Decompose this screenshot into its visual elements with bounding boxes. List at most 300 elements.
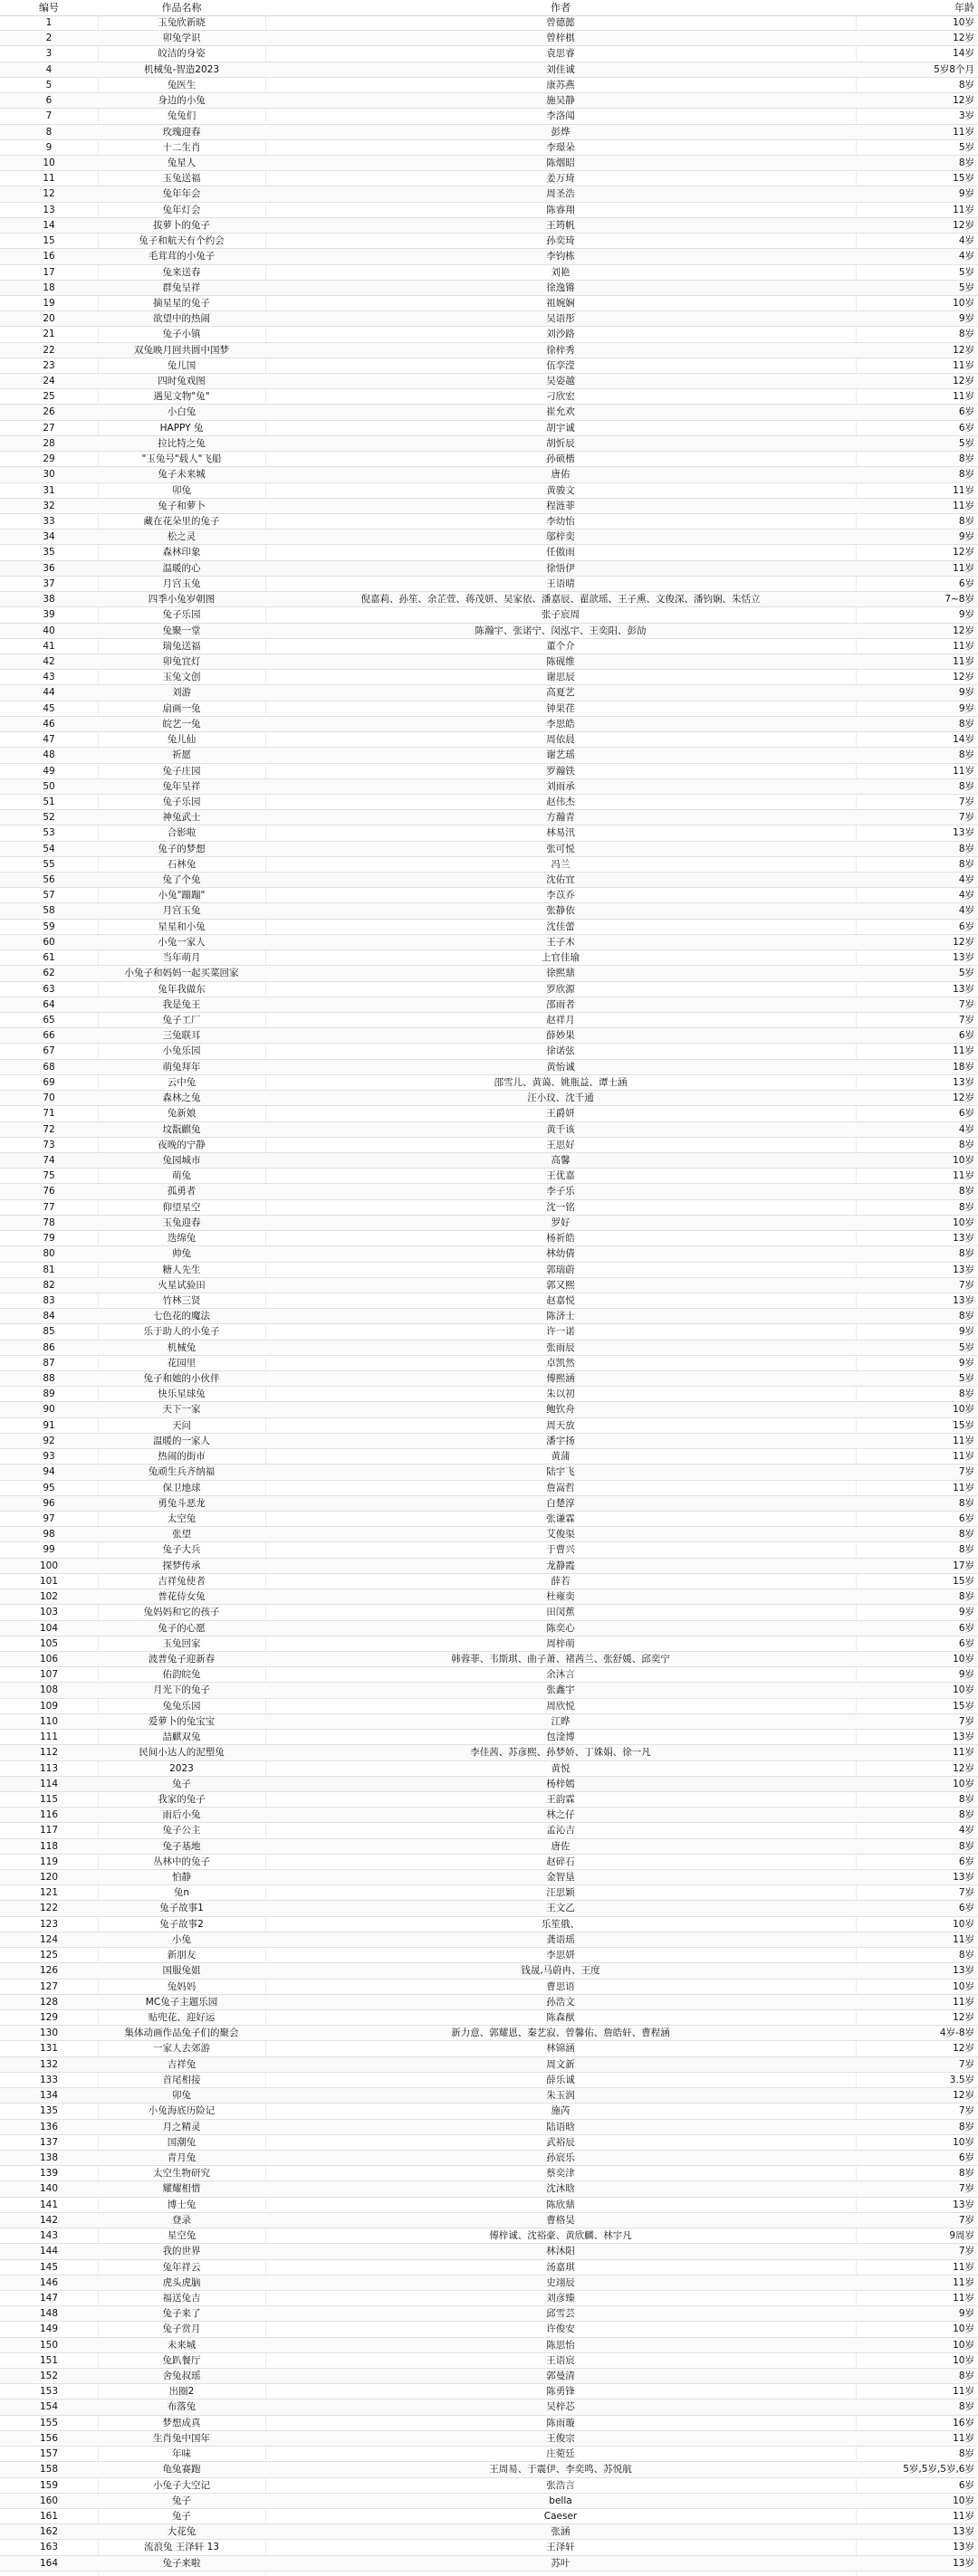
cell-number: 95 [43, 1482, 55, 1493]
cell-title: 兔年呈祥 [162, 780, 201, 792]
cell-number: 70 [43, 1092, 55, 1104]
cell-title: 藏在花朵里的兔子 [143, 516, 220, 527]
cell-age: 10岁 [953, 2339, 974, 2351]
table-row [0, 592, 978, 607]
table-row [0, 779, 978, 795]
table-row [0, 1699, 978, 1714]
cell-author: 徐熙鼎 [546, 968, 575, 979]
cell-author: 张涵 [551, 2526, 570, 2538]
cell-age: 11岁 [953, 126, 974, 138]
table-row [0, 2041, 978, 2056]
cell-age: 8岁 [958, 329, 974, 340]
cell-title: 兔儿国 [167, 359, 197, 371]
cell-number: 98 [43, 1529, 55, 1541]
cell-number: 82 [43, 1279, 55, 1291]
cell-number: 72 [43, 1123, 55, 1135]
cell-number: 36 [43, 562, 55, 574]
cell-author: 唐佑 [551, 469, 570, 481]
table-row [0, 2010, 978, 2026]
cell-title: 兔新娘 [167, 1108, 197, 1120]
table-row [0, 1216, 978, 1231]
cell-age: 9岁 [958, 2308, 974, 2320]
cell-author: 陈森猷 [546, 2012, 575, 2023]
cell-title: 兔子和萝卜 [158, 500, 206, 511]
table-row [0, 1324, 978, 1340]
cell-number: 130 [39, 2027, 59, 2039]
cell-author: 王优嘉 [546, 1170, 575, 1182]
cell-author: 李洛闻 [546, 110, 575, 122]
cell-title: 祈愿 [172, 749, 191, 761]
cell-title: 玉兔送福 [162, 173, 201, 185]
cell-number: 140 [39, 2183, 59, 2195]
cell-title: 刘游 [172, 687, 191, 699]
cell-author: 孙奕琦 [546, 235, 575, 247]
table-row [0, 2306, 978, 2322]
cell-age: 9岁 [958, 609, 974, 621]
cell-author: 吴姿越 [546, 376, 575, 387]
cell-number: 1 [45, 17, 53, 28]
cell-author: 周天放 [546, 1419, 575, 1431]
cell-author: 乐笙俄、 [542, 1918, 580, 1930]
cell-title: 毛茸茸的小兔子 [148, 251, 216, 262]
cell-title: 迭绵兔 [167, 1233, 197, 1245]
cell-number: 78 [43, 1216, 55, 1228]
cell-number: 65 [43, 1015, 55, 1026]
cell-number: 152 [39, 2371, 59, 2382]
cell-title: 松之灵 [167, 531, 197, 543]
cell-number: 40 [43, 625, 55, 636]
table-row [0, 1714, 978, 1730]
table-row [0, 577, 978, 592]
cell-number: 22 [43, 344, 55, 356]
cell-title: 吉祥兔 [167, 2058, 197, 2070]
cell-age: 8岁 [958, 157, 974, 168]
cell-author: 邵雨者 [546, 998, 575, 1010]
cell-number: 58 [43, 905, 55, 917]
cell-title: 兔年年会 [162, 188, 201, 200]
table-row [0, 1434, 978, 1449]
cell-author: 谢思辰 [546, 672, 575, 683]
cell-number: 125 [39, 1950, 59, 1961]
cell-number: 31 [43, 484, 55, 496]
cell-author: 施吴静 [546, 95, 575, 107]
cell-title: 集体动画作品兔子们的聚会 [124, 2027, 239, 2039]
cell-number: 18 [43, 281, 55, 293]
cell-author: 罗欣源 [546, 983, 575, 995]
cell-author: 庄菀廷 [546, 2448, 575, 2460]
cell-number: 74 [43, 1154, 55, 1166]
table-row [0, 1418, 978, 1434]
cell-title: 天下一家 [162, 1404, 201, 1416]
cell-age: 10岁 [953, 2354, 974, 2366]
table-row [0, 281, 978, 296]
table-row [0, 2213, 978, 2228]
cell-author: 张雨辰 [546, 1341, 575, 1353]
cell-author: 钟果荏 [546, 702, 575, 714]
table-row [0, 1091, 978, 1106]
table-row [0, 701, 978, 717]
cell-author: 林幼倩 [546, 1248, 575, 1260]
cell-number: 157 [39, 2448, 59, 2460]
cell-age: 10岁 [953, 1216, 974, 1228]
table-row [0, 748, 978, 763]
cell-author: 李幼怡 [546, 516, 575, 527]
cell-age: 8岁 [958, 780, 974, 792]
cell-author: 林锦涵 [546, 2043, 575, 2055]
cell-author: 黄悦 [551, 1762, 570, 1774]
cell-author: 孟沁吉 [546, 1825, 575, 1837]
cell-number: 21 [43, 329, 55, 340]
table-row [0, 1309, 978, 1324]
cell-age: 11岁 [953, 2432, 974, 2444]
cell-number: 50 [43, 780, 55, 792]
cell-age: 13岁 [953, 2557, 974, 2569]
cell-title: 龟兔赛跑 [162, 2464, 201, 2476]
cell-number: 116 [39, 1809, 59, 1821]
cell-age: 6岁 [958, 2479, 974, 2491]
table-row [0, 1667, 978, 1683]
cell-author: 林易汛 [546, 827, 575, 839]
cell-age: 13岁 [953, 952, 974, 964]
cell-author: 汤嘉琪 [546, 2261, 575, 2273]
cell-author: 李钧栋 [546, 251, 575, 262]
table-row [0, 1402, 978, 1417]
cell-author: 王爵妍 [546, 1108, 575, 1120]
cell-number: 86 [43, 1341, 55, 1353]
cell-author: 杜雍奕 [546, 1591, 575, 1603]
cell-age: 8岁 [958, 1497, 974, 1509]
cell-age: 6岁 [958, 422, 974, 434]
table-row [0, 2291, 978, 2306]
table-row [0, 950, 978, 966]
cell-number: 10 [43, 157, 55, 168]
cell-number: 62 [43, 968, 55, 979]
cell-age: 11岁 [953, 204, 974, 215]
table-row [0, 234, 978, 249]
cell-number: 164 [39, 2557, 59, 2569]
table-row [0, 2509, 978, 2524]
cell-age: 6岁 [958, 1622, 974, 1634]
table-row [0, 857, 978, 873]
cell-age: 4岁 [958, 890, 974, 902]
cell-age: 11岁 [953, 765, 974, 777]
cell-title: 保卫地球 [162, 1482, 201, 1493]
table-row [0, 1917, 978, 1932]
cell-author: 王筠帆 [546, 219, 575, 231]
cell-title: 三兔联耳 [162, 1030, 201, 1042]
cell-title: 丛林中的兔子 [153, 1856, 210, 1867]
cell-age: 11岁 [953, 1435, 974, 1446]
cell-title: 皖艺一兔 [162, 718, 201, 730]
cell-author: 康苏燕 [546, 79, 575, 91]
table-row [0, 2198, 978, 2213]
table-row [0, 389, 978, 405]
table-row [0, 405, 978, 420]
cell-title: 青月兔 [167, 2151, 197, 2163]
cell-number: 44 [43, 687, 55, 699]
cell-age: 6岁 [958, 1513, 974, 1524]
table-row [0, 670, 978, 685]
cell-age: 13岁 [953, 827, 974, 839]
cell-author: 苏叶 [551, 2557, 570, 2569]
cell-age: 8岁 [958, 2121, 974, 2132]
cell-age: 6岁 [958, 1637, 974, 1649]
cell-number: 23 [43, 359, 55, 371]
cell-author: 孙宸乐 [546, 2151, 575, 2163]
cell-number: 153 [39, 2386, 59, 2398]
cell-age: 7岁 [958, 2246, 974, 2257]
cell-author: 徐逸锵 [546, 281, 575, 293]
cell-number: 87 [43, 1357, 55, 1369]
cell-title: 兔子乐园 [162, 796, 201, 807]
table-row [0, 825, 978, 841]
cell-number: 145 [39, 2261, 59, 2273]
table-row [0, 561, 978, 577]
cell-age: 13岁 [953, 983, 974, 995]
table-row [0, 156, 978, 171]
table-row [0, 1636, 978, 1652]
cell-age: 9岁 [958, 531, 974, 543]
cell-author: 张静依 [546, 905, 575, 917]
table-row [0, 2556, 978, 2571]
cell-number: 81 [43, 1264, 55, 1275]
cell-author: 郭瑞蔚 [546, 1264, 575, 1275]
cell-age: 17岁 [953, 1560, 974, 1571]
cell-age: 4岁 [958, 251, 974, 262]
cell-number: 20 [43, 313, 55, 325]
cell-title: 兔子大兵 [162, 1544, 201, 1556]
cell-number: 49 [43, 765, 55, 777]
cell-age: 8岁 [958, 1950, 974, 1961]
cell-age: 12岁 [953, 376, 974, 387]
cell-author: 胡宇诚 [546, 422, 575, 434]
table-row [0, 374, 978, 389]
cell-title: 生肖兔中国年 [153, 2432, 210, 2444]
table-row [0, 2166, 978, 2181]
cell-title: 小兔海底历险记 [148, 2105, 216, 2117]
cell-author: 黄骏文 [546, 484, 575, 496]
cell-age: 11岁 [953, 1451, 974, 1463]
cell-title: 玫瑰迎春 [162, 126, 201, 138]
cell-title: 小兔一家人 [158, 936, 206, 948]
cell-age: 11岁 [953, 655, 974, 667]
cell-author: 胡忻辰 [546, 437, 575, 449]
cell-title: 兔医生 [167, 79, 197, 91]
cell-age: 10岁 [953, 1653, 974, 1665]
cell-number: 13 [43, 204, 55, 215]
cell-title: 首尾相接 [162, 2074, 201, 2085]
cell-title: 摘星星的兔子 [153, 297, 210, 309]
cell-title: 兔子未来城 [158, 469, 206, 481]
cell-title: 小白兔 [167, 406, 197, 418]
cell-author: 王俊宗 [546, 2432, 575, 2444]
cell-author: 许一诺 [546, 1326, 575, 1338]
cell-title: 卯兔 [172, 2090, 191, 2102]
cell-author: 艾俊渠 [546, 1529, 575, 1541]
header-title: 作品名称 [161, 2, 202, 14]
cell-author: Caeser [543, 2511, 578, 2522]
table-row [0, 31, 978, 46]
cell-number: 163 [39, 2542, 59, 2553]
cell-age: 7岁 [958, 1466, 974, 1478]
cell-number: 52 [43, 812, 55, 824]
table-row [0, 1761, 978, 1777]
cell-number: 159 [39, 2479, 59, 2491]
cell-number: 107 [39, 1669, 59, 1681]
cell-number: 17 [43, 266, 55, 278]
table-row [0, 1527, 978, 1542]
cell-title: 兔子工厂 [162, 1015, 201, 1026]
cell-age: 12岁 [953, 2012, 974, 2023]
cell-age: 9岁 [958, 188, 974, 200]
table-row [0, 358, 978, 374]
cell-title: 月之精灵 [162, 2121, 201, 2132]
cell-title: 身边的小兔 [158, 95, 206, 107]
cell-author: 王文乙 [546, 1903, 575, 1914]
table-row [0, 1106, 978, 1121]
cell-title: 温暖的心 [162, 562, 201, 574]
cell-number: 120 [39, 1872, 59, 1884]
cell-title: 欲望中的热闹 [153, 313, 210, 325]
cell-author: 杨祈皓 [546, 1233, 575, 1245]
cell-number: 119 [39, 1856, 59, 1867]
cell-title: 张望 [172, 1529, 191, 1541]
cell-title: 当年萌月 [162, 952, 201, 964]
cell-author: 余沐言 [546, 1669, 575, 1681]
cell-age: 4岁 [958, 235, 974, 247]
cell-number: 129 [39, 2012, 59, 2023]
cell-author: 徐悟伊 [546, 562, 575, 574]
cell-author: 龙静霞 [546, 1560, 575, 1571]
table-row [0, 717, 978, 732]
cell-author: 田闵蕉 [546, 1607, 575, 1618]
cell-title: 兔子乐园 [162, 609, 201, 621]
table-row [0, 421, 978, 436]
cell-number: 14 [43, 219, 55, 231]
table-row [0, 1075, 978, 1091]
cell-age: 9岁 [958, 1607, 974, 1618]
table-row [0, 218, 978, 234]
cell-number: 24 [43, 376, 55, 387]
table-row [0, 1808, 978, 1823]
cell-age: 4岁 [958, 874, 974, 886]
cell-number: 11 [43, 173, 55, 185]
cell-author: 王语晴 [546, 577, 575, 589]
cell-age: 8岁 [958, 453, 974, 465]
cell-number: 110 [39, 1715, 59, 1727]
cell-title: 小兔子大空记 [153, 2479, 210, 2491]
cell-title: 卯兔学识 [162, 33, 201, 44]
cell-age: 11岁 [953, 484, 974, 496]
cell-author: 王语宸 [546, 2354, 575, 2366]
cell-title: 普花侍女兔 [158, 1591, 206, 1603]
cell-author: 方瀚青 [546, 812, 575, 824]
cell-title: 兔子的梦想 [158, 843, 206, 854]
cell-age: 8岁 [958, 1388, 974, 1400]
table-row [0, 1823, 978, 1838]
cell-author: 王思好 [546, 1139, 575, 1150]
cell-title: 小兔"蹦蹦" [158, 890, 206, 902]
cell-title: 博士兔 [167, 2199, 197, 2210]
cell-age: 8岁 [958, 2371, 974, 2382]
table-row [0, 2120, 978, 2135]
cell-author: 沈佳蕾 [546, 921, 575, 932]
cell-number: 79 [43, 1233, 55, 1245]
table-row [0, 1652, 978, 1667]
cell-title: 月宫玉兔 [162, 905, 201, 917]
cell-author: 王韵霖 [546, 1793, 575, 1805]
table-row [0, 1542, 978, 1558]
cell-age: 8岁 [958, 2448, 974, 2460]
table-row [0, 1278, 978, 1293]
table-row [0, 1028, 978, 1044]
cell-author: 刘佳诚 [546, 63, 575, 75]
cell-title: 兔子来了 [162, 2308, 201, 2320]
cell-age: 9岁 [958, 1357, 974, 1369]
cell-title: 虎头虎脑 [162, 2276, 201, 2288]
cell-author: 许俊安 [546, 2323, 575, 2335]
cell-author: 林沐阳 [546, 2246, 575, 2257]
cell-title: 兔儿仙 [167, 734, 197, 746]
cell-age: 13岁 [953, 1294, 974, 1306]
cell-title: 森林之兔 [162, 1092, 201, 1104]
cell-title: 竹林三贤 [162, 1294, 201, 1306]
cell-title: 兔子公主 [162, 1825, 201, 1837]
cell-age: 3岁 [958, 110, 974, 122]
cell-number: 12 [43, 188, 55, 200]
cell-author: 曹思语 [546, 1980, 575, 1992]
table-row [0, 795, 978, 810]
cell-author: 高馨 [551, 1154, 570, 1166]
cell-age: 10岁 [953, 1778, 974, 1789]
cell-age: 8岁 [958, 1529, 974, 1541]
table-row [0, 1901, 978, 1916]
table-row [0, 1246, 978, 1262]
cell-age: 7岁 [958, 1015, 974, 1026]
cell-title: 森林印象 [162, 547, 201, 558]
table-row [0, 1060, 978, 1075]
cell-age: 9岁 [958, 313, 974, 325]
cell-number: 92 [43, 1435, 55, 1446]
cell-title: 十二生肖 [162, 141, 201, 153]
cell-number: 75 [43, 1170, 55, 1182]
cell-number: 133 [39, 2074, 59, 2085]
cell-age: 8岁 [958, 1139, 974, 1150]
cell-title: 萌兔拜年 [162, 1061, 201, 1073]
table-row [0, 2073, 978, 2088]
cell-number: 143 [39, 2230, 59, 2242]
cell-title: 糖人先生 [162, 1264, 201, 1275]
cell-age: 11岁 [953, 1747, 974, 1759]
cell-title: 贴兜花、迎好运 [148, 2012, 216, 2023]
cell-age: 9周岁 [949, 2230, 974, 2242]
cell-author: 陈思怡 [546, 2339, 575, 2351]
cell-author: 刘艳 [551, 266, 570, 278]
cell-title: 吉祥兔使者 [158, 1575, 206, 1587]
cell-number: 134 [39, 2090, 59, 2102]
cell-author: 龚语瑶 [546, 1933, 575, 1945]
cell-title: 拔萝卜的兔子 [153, 219, 210, 231]
cell-title: 玉兔欣新晓 [158, 17, 206, 28]
table-row [0, 1153, 978, 1169]
cell-number: 54 [43, 843, 55, 854]
cell-age: 13岁 [953, 1732, 974, 1743]
cell-title: 兔子 [172, 2511, 191, 2522]
cell-age: 8岁 [958, 1544, 974, 1556]
cell-number: 127 [39, 1980, 59, 1992]
cell-number: 32 [43, 500, 55, 511]
cell-number: 60 [43, 936, 55, 948]
